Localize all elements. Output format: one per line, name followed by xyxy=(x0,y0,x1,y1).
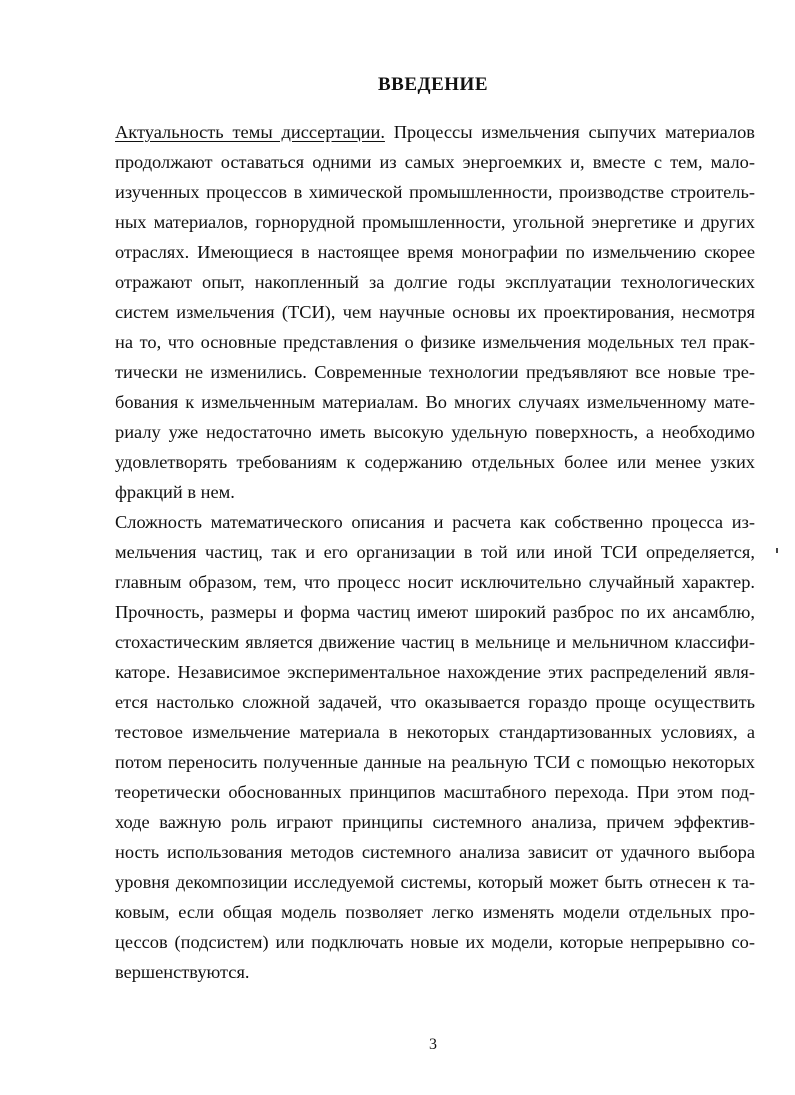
text-line: удовлетворять требованиям к содержанию отдельных более или менее узких xyxy=(115,452,755,472)
text-line: систем измельчения (ТСИ), чем научные основы их проектирования, несмотря xyxy=(115,302,755,322)
text-line: мельчения частиц, так и его организации в той или иной ТСИ определяется, xyxy=(115,542,755,562)
text-line: на то, что основные представления о физике измельчения модельных тел прак- xyxy=(115,332,755,352)
page-title: ВВЕДЕНИЕ xyxy=(378,74,488,95)
text-line: Сложность математического описания и расчета как собственно процесса из- xyxy=(115,512,755,532)
text-line: фракций в нем. xyxy=(115,482,235,502)
text-line: ется настолько сложной задачей, что оказывается гораздо проще осуществить xyxy=(115,692,755,712)
text-line: каторе. Независимое экспериментальное нахождение этих распределений явля- xyxy=(115,662,755,682)
text-line: отражают опыт, накопленный за долгие годы эксплуатации технологических xyxy=(115,272,755,292)
text-line: бования к измельченным материалам. Во многих случаях измельченному мате- xyxy=(115,392,755,412)
text-line: отраслях. Имеющиеся в настоящее время монографии по измельчению скорее xyxy=(115,242,755,262)
text-line: продолжают оставаться одними из самых энергоемких и, вместе с тем, мало- xyxy=(115,152,755,172)
text-line: ходе важную роль играют принципы системного анализа, причем эффектив- xyxy=(115,812,755,832)
text-line: ность использования методов системного анализа зависит от удачного выбора xyxy=(115,842,755,862)
section-lead: Актуальность темы диссертации. xyxy=(115,122,385,142)
text-line: Прочность, размеры и форма частиц имеют широкий разброс по их ансамблю, xyxy=(115,602,755,622)
text-line: цессов (подсистем) или подключать новые их модели, которые непрерывно со- xyxy=(115,932,755,952)
text-line: ных материалов, горнорудной промышленности, угольной энергетике и других xyxy=(115,212,755,232)
page-number: 3 xyxy=(429,1036,437,1053)
text-line: ковым, если общая модель позволяет легко изменять модели отдельных про- xyxy=(115,902,755,922)
text-line: теоретически обоснованных принципов масштабного перехода. При этом под- xyxy=(115,782,755,802)
text-line: Актуальность темы диссертации. Процессы измельчения сыпучих материалов xyxy=(115,122,755,142)
text-line: тически не изменились. Современные технологии предъявляют все новые тре- xyxy=(115,362,755,382)
text-line: тестовое измельчение материала в некоторых стандартизованных условиях, а xyxy=(115,722,755,742)
text-line: вершенствуются. xyxy=(115,962,250,982)
text-line: уровня декомпозиции исследуемой системы, который может быть отнесен к та- xyxy=(115,872,755,892)
body-text xyxy=(115,117,755,987)
text-line: изученных процессов в химической промышленности, производстве строитель- xyxy=(115,182,755,202)
text-line: риалу уже недостаточно иметь высокую удельную поверхность, а необходимо xyxy=(115,422,755,442)
scan-speck xyxy=(776,548,778,553)
text-line: потом переносить полученные данные на реальную ТСИ с помощью некоторых xyxy=(115,752,755,772)
text-line: главным образом, тем, что процесс носит исключительно случайный характер. xyxy=(115,572,755,592)
text-line: стохастическим является движение частиц в мельнице и мельничном классифи- xyxy=(115,632,755,652)
